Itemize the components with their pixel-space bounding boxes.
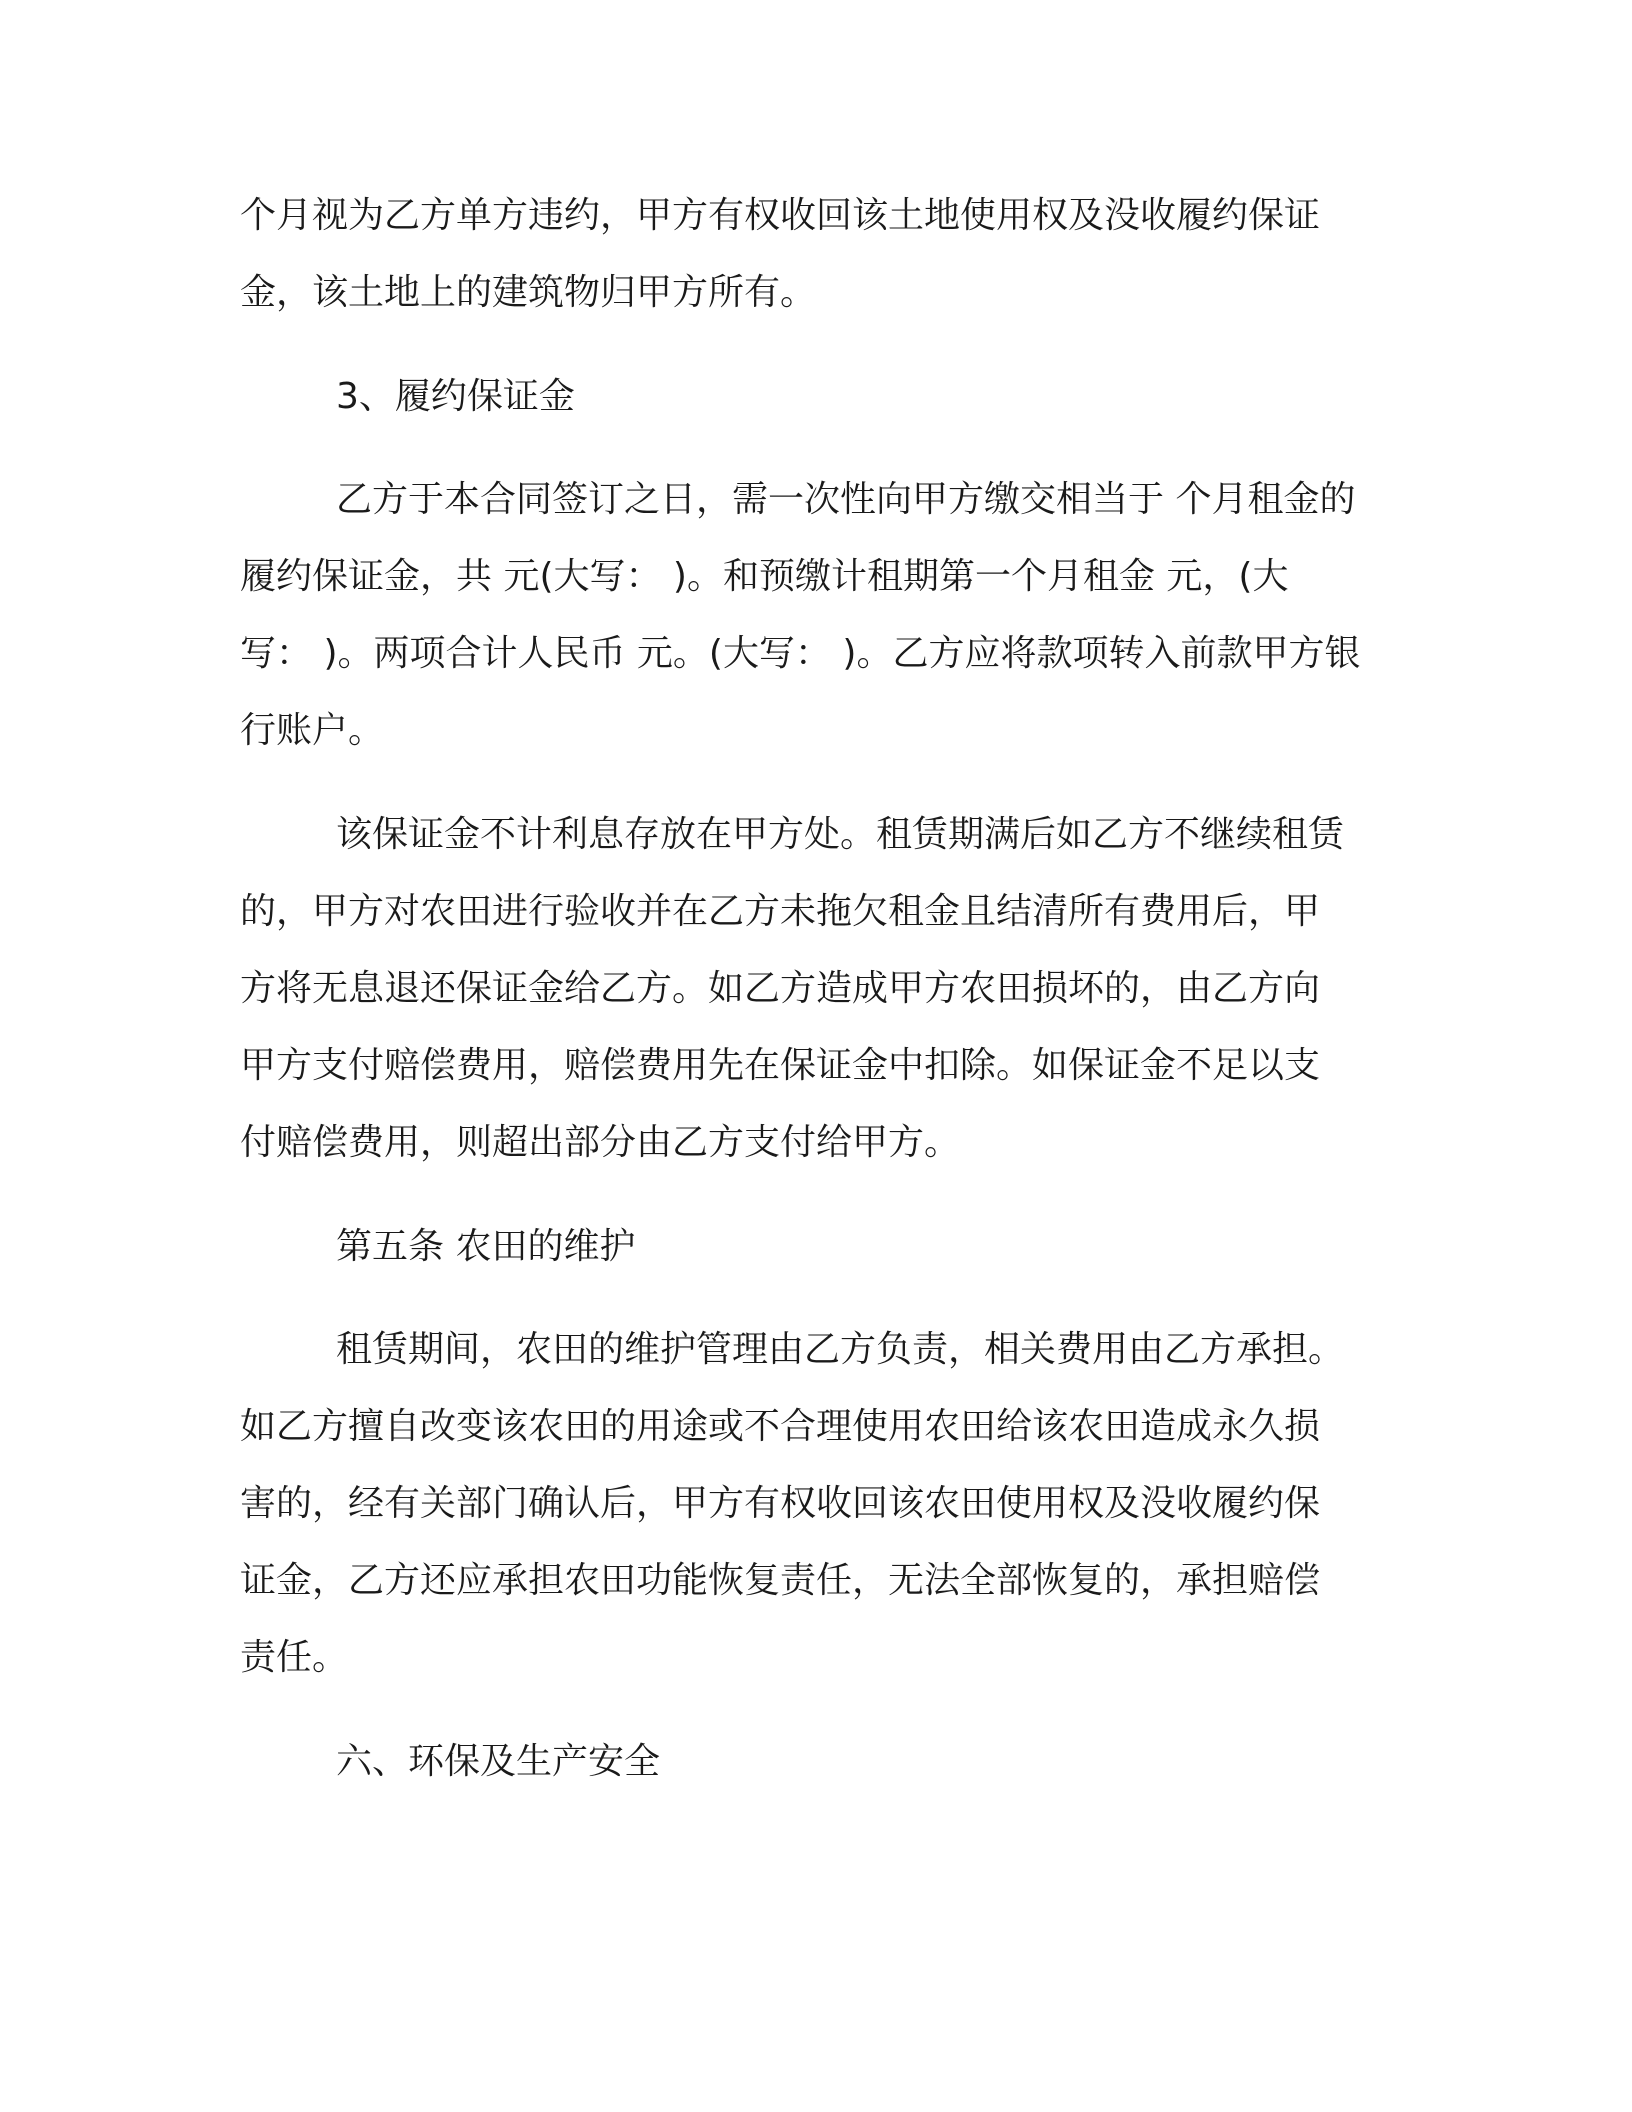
paragraph-line: 如乙方擅自改变该农田的用途或不合理使用农田给该农田造成永久损 [240, 1406, 1321, 1447]
section-heading: 第五条 农田的维护 [336, 1226, 636, 1267]
paragraph-line: 甲方支付赔偿费用，赔偿费用先在保证金中扣除。如保证金不足以支 [240, 1045, 1321, 1086]
paragraph-line: 个月视为乙方单方违约，甲方有权收回该土地使用权及没收履约保证 [240, 195, 1321, 236]
paragraph-line: 证金，乙方还应承担农田功能恢复责任，无法全部恢复的，承担赔偿 [240, 1560, 1321, 1601]
paragraph-line: 害的，经有关部门确认后，甲方有权收回该农田使用权及没收履约保 [240, 1483, 1321, 1524]
paragraph-line: 乙方于本合同签订之日，需一次性向甲方缴交相当于 个月租金的 [336, 479, 1356, 520]
paragraph-line: 金，该土地上的建筑物归甲方所有。 [240, 272, 817, 313]
paragraph-line: 写： )。两项合计人民币 元。(大写： )。乙方应将款项转入前款甲方银 [240, 633, 1361, 674]
paragraph-line: 该保证金不计利息存放在甲方处。租赁期满后如乙方不继续租赁 [336, 814, 1345, 855]
paragraph-line: 履约保证金，共 元(大写： )。和预缴计租期第一个月租金 元，(大 [240, 556, 1289, 597]
paragraph-line: 方将无息退还保证金给乙方。如乙方造成甲方农田损坏的，由乙方向 [240, 968, 1321, 1009]
paragraph-line: 租赁期间，农田的维护管理由乙方负责，相关费用由乙方承担。 [336, 1329, 1345, 1370]
paragraph-line: 责任。 [240, 1637, 349, 1678]
section-heading: 六、环保及生产安全 [336, 1741, 661, 1782]
paragraph-line: 行账户。 [240, 710, 385, 751]
section-heading: 3、履约保证金 [336, 376, 575, 417]
paragraph-line: 的，甲方对农田进行验收并在乙方未拖欠租金且结清所有费用后，甲 [240, 891, 1321, 932]
paragraph-line: 付赔偿费用，则超出部分由乙方支付给甲方。 [240, 1122, 961, 1163]
